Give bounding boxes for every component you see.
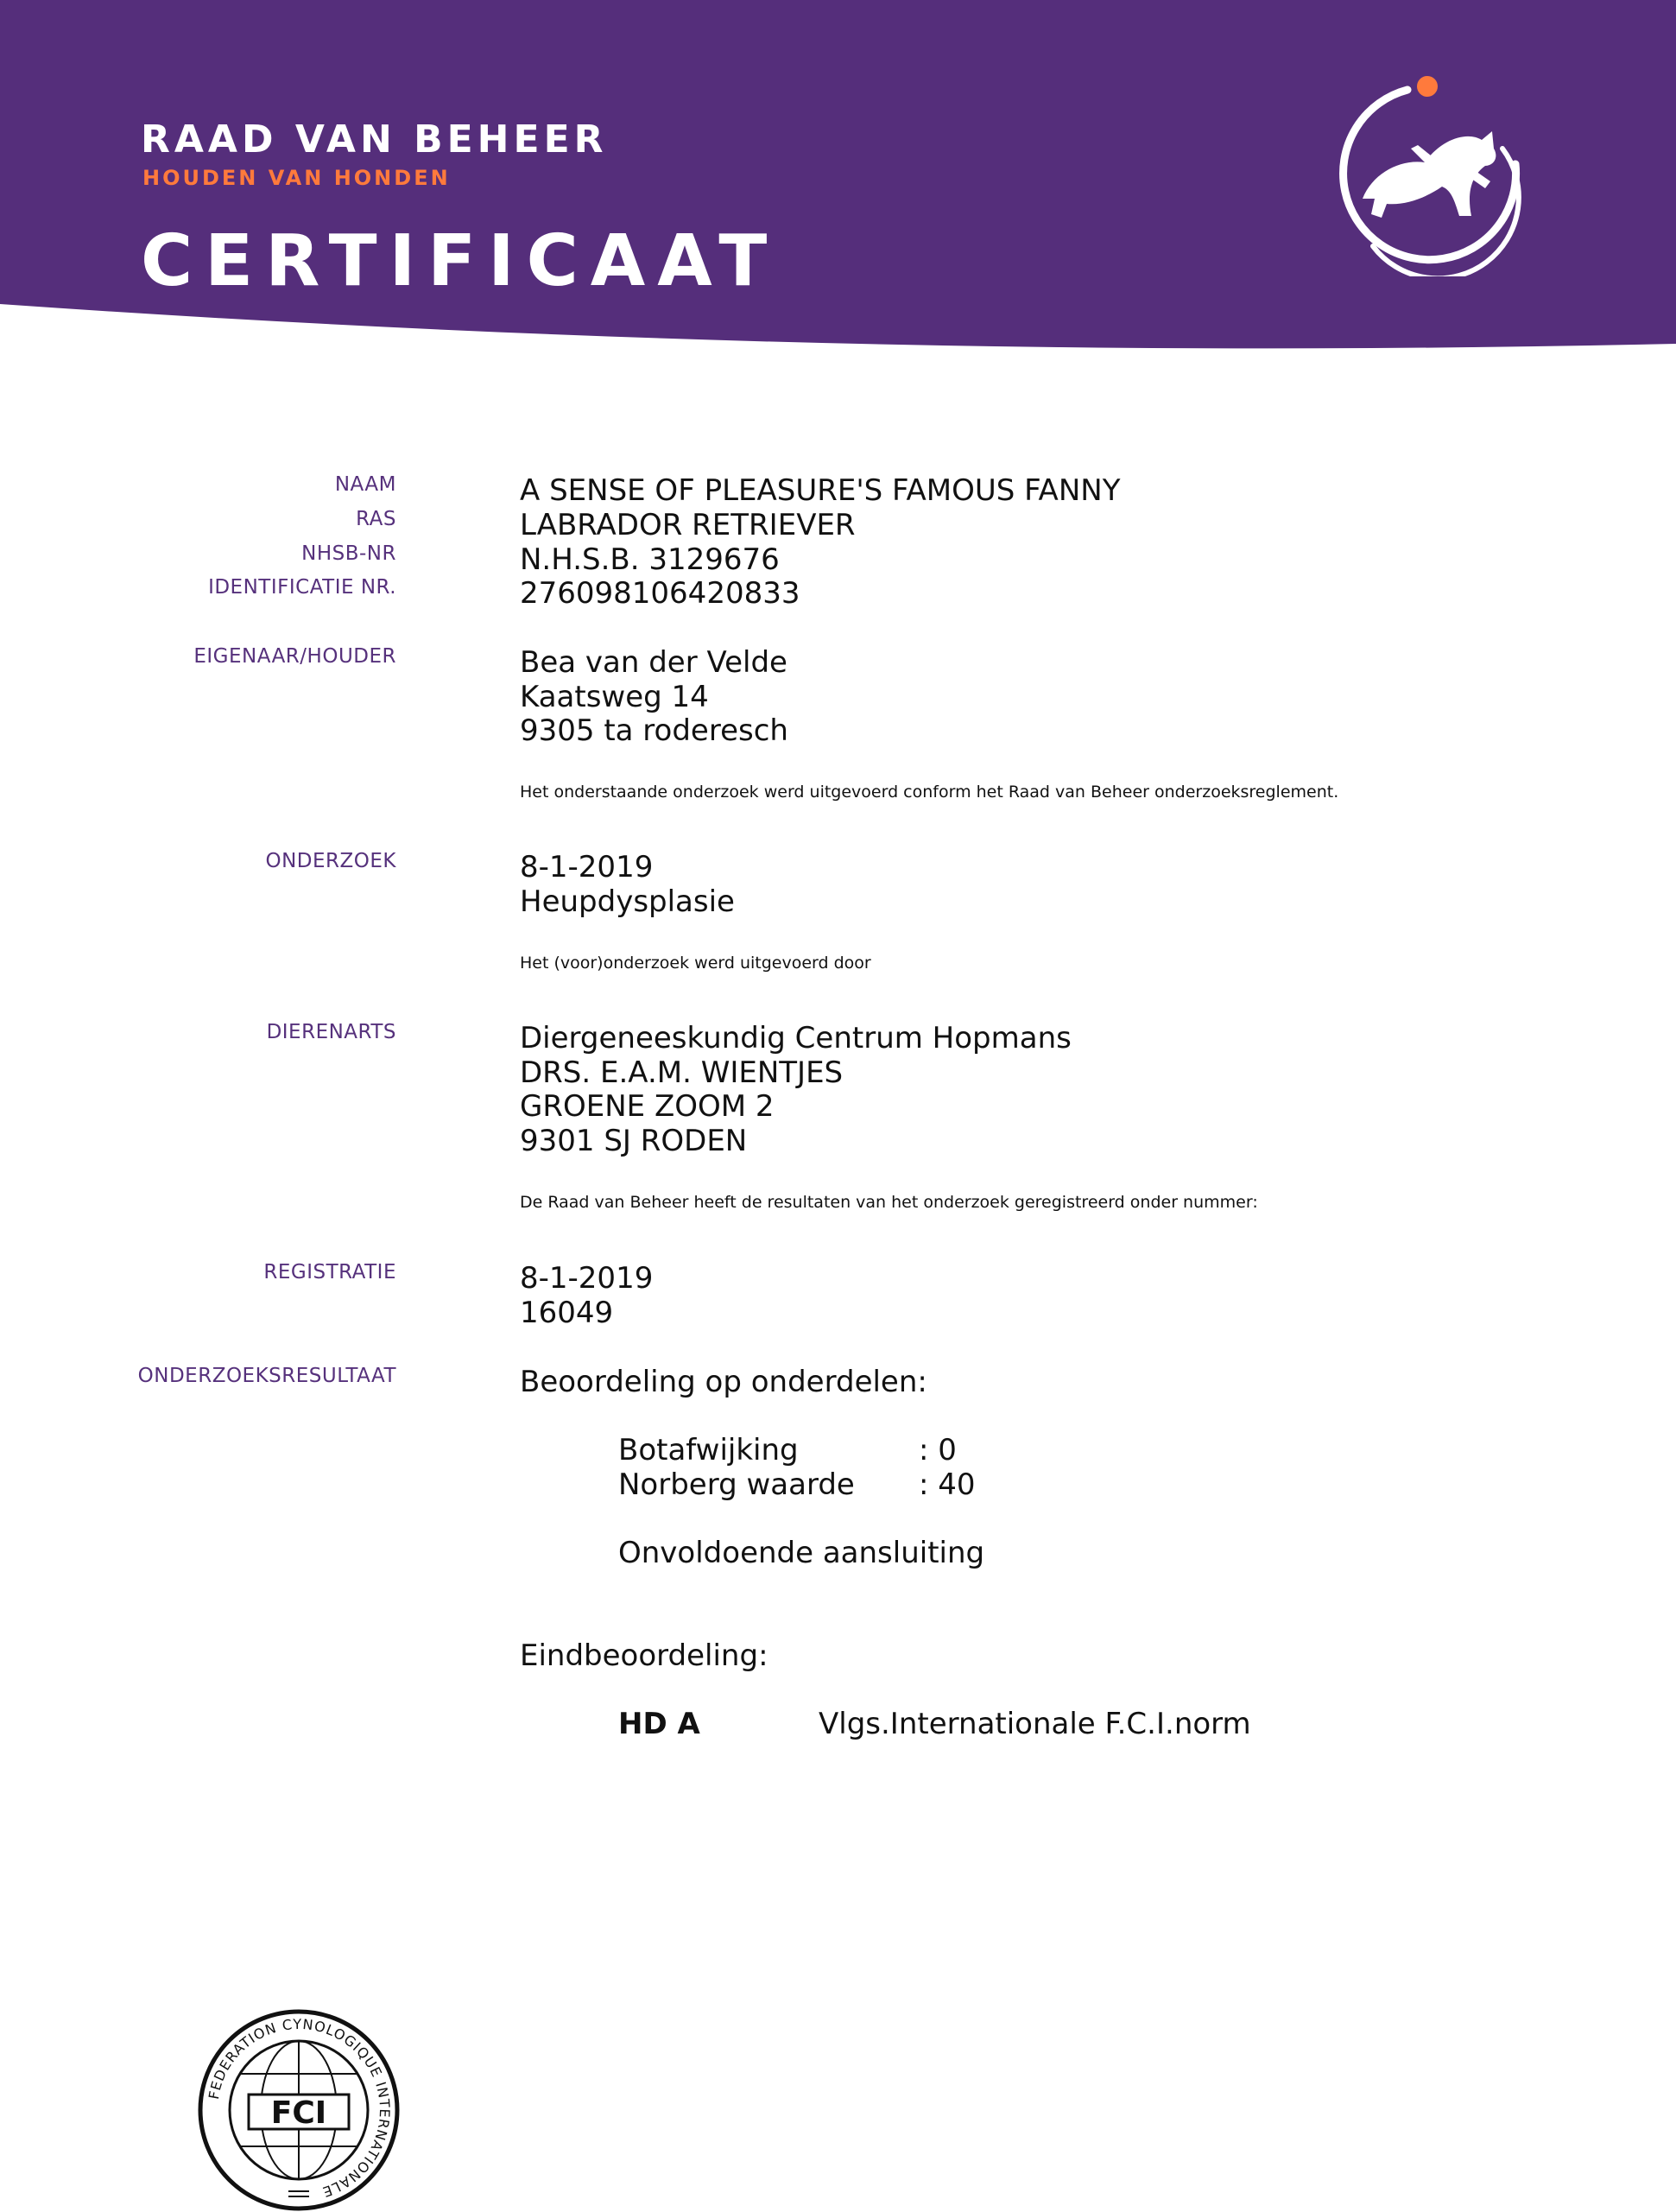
result-item-name: Norberg waarde bbox=[618, 1467, 855, 1502]
fci-ring-text: FEDERATION CYNOLOGIQUE INTERNATIONALE bbox=[205, 2015, 394, 2201]
breed-label: RAS bbox=[356, 508, 396, 530]
parts-heading: Beoordeling op onderdelen: bbox=[520, 1365, 927, 1399]
result-item-value: : 0 bbox=[919, 1433, 957, 1467]
identification-number: 276098106420833 bbox=[520, 576, 800, 611]
vet-label: DIERENARTS bbox=[266, 1021, 396, 1043]
final-norm: Vlgs.Internationale F.C.I.norm bbox=[819, 1707, 1251, 1741]
vet-street: GROENE ZOOM 2 bbox=[520, 1089, 775, 1124]
result-item-value: : 40 bbox=[919, 1467, 976, 1502]
certificate-header bbox=[0, 0, 1676, 354]
document-title: CERTIFICAAT bbox=[141, 220, 780, 302]
registration-date: 8-1-2019 bbox=[520, 1261, 654, 1296]
final-grade: HD A bbox=[618, 1707, 700, 1741]
exam-type: Heupdysplasie bbox=[520, 884, 735, 919]
owner-name: Bea van der Velde bbox=[520, 645, 787, 680]
dog-name: A SENSE OF PLEASURE'S FAMOUS FANNY bbox=[520, 473, 1121, 508]
fci-abbr: FCI bbox=[270, 2095, 327, 2131]
exam-rule-note: Het onderstaande onderzoek werd uitgevoerd conform het Raad van Beheer onderzoeksreglement. bbox=[520, 783, 1339, 802]
org-name: RAAD VAN BEHEER bbox=[141, 117, 608, 162]
fci-seal-icon bbox=[197, 2008, 401, 2212]
vet-clinic: Diergeneeskundig Centrum Hopmans bbox=[520, 1021, 1072, 1055]
registration-number: 16049 bbox=[520, 1296, 614, 1330]
jumping-dog-logo-icon bbox=[1321, 69, 1537, 276]
vet-name: DRS. E.A.M. WIENTJES bbox=[520, 1055, 844, 1090]
owner-street: Kaatsweg 14 bbox=[520, 680, 709, 714]
result-item-name: Botafwijking bbox=[618, 1433, 799, 1467]
performed-by-note: Het (voor)onderzoek werd uitgevoerd door bbox=[520, 954, 871, 973]
nhsb-label: NHSB-NR bbox=[301, 542, 396, 565]
name-label: NAAM bbox=[334, 473, 396, 496]
nhsb-number: N.H.S.B. 3129676 bbox=[520, 542, 780, 577]
final-heading: Eindbeoordeling: bbox=[520, 1638, 768, 1673]
org-tagline: HOUDEN VAN HONDEN bbox=[142, 166, 451, 190]
result-label: ONDERZOEKSRESULTAAT bbox=[137, 1365, 396, 1387]
result-remark: Onvoldoende aansluiting bbox=[618, 1536, 985, 1570]
dog-breed: LABRADOR RETRIEVER bbox=[520, 508, 856, 542]
owner-label: EIGENAAR/HOUDER bbox=[193, 645, 396, 668]
owner-city: 9305 ta roderesch bbox=[520, 713, 788, 748]
exam-label: ONDERZOEK bbox=[265, 850, 396, 872]
exam-date: 8-1-2019 bbox=[520, 850, 654, 884]
registered-note: De Raad van Beheer heeft de resultaten van het onderzoek geregistreerd onder nummer: bbox=[520, 1193, 1258, 1212]
vet-city: 9301 SJ RODEN bbox=[520, 1124, 748, 1158]
identification-label: IDENTIFICATIE NR. bbox=[208, 576, 396, 599]
registration-label: REGISTRATIE bbox=[263, 1261, 396, 1283]
